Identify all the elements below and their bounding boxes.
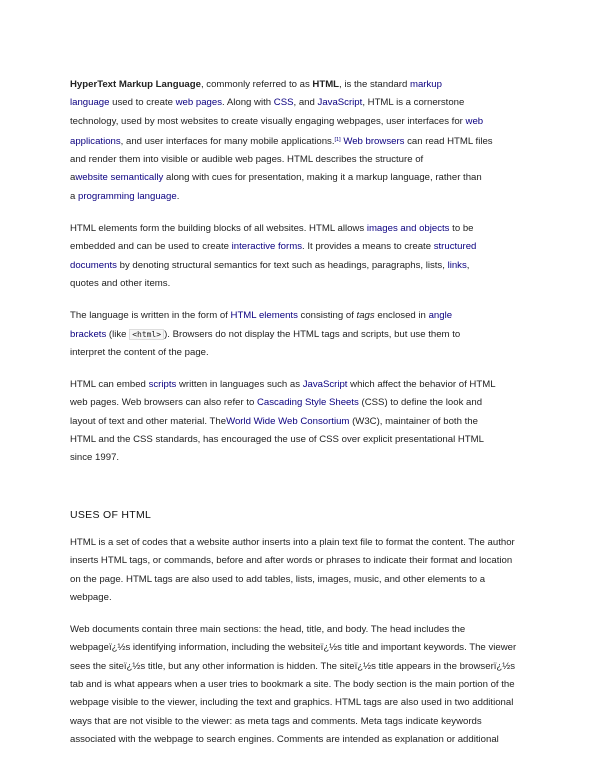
text-line [70, 413, 540, 431]
link-html-elements[interactable]: HTML elements [230, 310, 298, 322]
uses-paragraph [70, 534, 540, 607]
text: , and [293, 97, 318, 109]
text-line: ways that are not visible to the viewer: as meta tags and comments. Meta tags indicate keywords [70, 715, 482, 727]
text-line [70, 326, 540, 344]
text: The language is written in the form of [70, 310, 231, 322]
link-web-browsers[interactable]: Web browsers [343, 135, 405, 147]
text: used to create [109, 97, 176, 109]
link-applications[interactable]: applications [70, 135, 121, 147]
text: along with cues for presentation, making it a markup language, rather than [163, 172, 482, 184]
link-w3c[interactable]: World Wide Web Consortium [226, 415, 350, 427]
footnote-ref[interactable]: [1] [334, 136, 341, 143]
text-line: HTML and the CSS standards, has encouraged the use of CSS over explicit presentational HTML [70, 434, 484, 446]
scripts-paragraph [70, 376, 540, 467]
text: technology, used by most websites to create visually engaging webpages, user interfaces for [70, 115, 466, 127]
text: , and user interfaces for many mobile applications. [120, 135, 335, 147]
text-line: on the page. HTML tags are also used to add tables, lists, images, music, and other elements to a [70, 573, 486, 585]
text: enclosed in [374, 310, 429, 322]
link-markup[interactable]: markup [409, 79, 442, 90]
link-language[interactable]: language [70, 97, 110, 109]
link-semantically[interactable]: semantically [110, 172, 164, 184]
link-web-pages[interactable]: web pages [175, 97, 223, 109]
code-html-tag: <html> [129, 329, 164, 340]
link-interactive-forms[interactable]: interactive forms [231, 241, 302, 253]
text: (CSS) to define the look and [358, 397, 483, 409]
link-scripts[interactable]: scripts [148, 379, 177, 391]
text-line [70, 257, 540, 275]
text-line [70, 307, 540, 325]
link-structured[interactable]: structured [433, 241, 477, 253]
text: layout of text and other material. The [70, 415, 227, 427]
text-line: sees the siteï¿½s title, but any other information is hidden. The siteï¿½s title appears in the browserï¿½s [70, 660, 516, 672]
link-web[interactable]: web [465, 115, 484, 127]
term-html: HTML [312, 79, 340, 90]
link-website[interactable]: website [75, 172, 111, 184]
intro-paragraph [70, 76, 540, 206]
text-line [70, 169, 540, 187]
section-heading-uses-of-html: USES OF HTML [70, 508, 152, 521]
text-line [70, 394, 540, 412]
text: a [70, 172, 76, 184]
text-line [70, 220, 540, 238]
text-line [70, 238, 540, 256]
text: , HTML is a cornerstone [362, 97, 465, 109]
text: (like [106, 328, 130, 340]
text: written in languages such as [176, 379, 303, 391]
text: ). Browsers do not display the HTML tags and scripts, but use them to [164, 328, 461, 340]
text: to be [449, 223, 474, 235]
text-line: inserts HTML tags, or commands, before and after words or phrases to indicate their format and location [70, 555, 513, 567]
text: by denoting structural semantics for text such as headings, paragraphs, lists, [116, 259, 448, 271]
text-line: HTML is a set of codes that a website author inserts into a plain text file to format the content. The author [70, 536, 515, 548]
text-line: associated with the webpage to search engines. Comments are intended as explanation or additional [70, 733, 499, 745]
text-line [70, 76, 540, 94]
text-line: webpageï¿½s identifying information, including the websiteï¿½s title and important keywords. The viewer [70, 642, 517, 654]
language-paragraph [70, 307, 540, 362]
text: . [176, 190, 180, 202]
text-line: quotes and other items. [70, 277, 171, 289]
text: (W3C), maintainer of both the [349, 415, 478, 427]
text-line: webpage visible to the viewer, including the text and graphics. HTML tags are also used in two additional [70, 697, 514, 709]
text-line: and render them into visible or audible web pages. HTML describes the structure of [70, 154, 424, 166]
text-line [70, 131, 540, 151]
text: which affect the behavior of HTML [347, 379, 496, 391]
link-cascading-style-sheets[interactable]: Cascading Style Sheets [257, 397, 359, 409]
text: , [466, 259, 470, 271]
link-css[interactable]: CSS [273, 97, 294, 109]
text: . Along with [222, 97, 274, 109]
link-javascript[interactable]: JavaScript [317, 97, 363, 109]
text: consisting of [297, 310, 357, 322]
link-angle[interactable]: angle [428, 310, 453, 322]
term-hypertext-markup-language: HyperText Markup Language [70, 79, 201, 90]
text-line: since 1997. [70, 452, 120, 464]
text-line [70, 376, 540, 394]
text-line [70, 113, 540, 131]
text-line: interpret the content of the page. [70, 346, 209, 358]
link-javascript-2[interactable]: JavaScript [302, 379, 348, 391]
link-brackets[interactable]: brackets [70, 328, 107, 340]
text-line [70, 188, 540, 206]
text: HTML can embed [70, 379, 149, 391]
link-programming-language[interactable]: programming language [78, 190, 177, 202]
text-line: Web documents contain three main sections: the head, title, and body. The head includes the [70, 624, 466, 636]
text: a [70, 190, 79, 202]
text: , is the standard [339, 79, 410, 90]
text-line [70, 94, 540, 112]
link-documents[interactable]: documents [70, 259, 117, 271]
text: embedded and can be used to create [70, 241, 232, 253]
text: , commonly referred to as [200, 79, 313, 90]
term-tags: tags [356, 310, 375, 322]
elements-paragraph [70, 220, 540, 293]
text: web pages. Web browsers can also refer to [70, 397, 257, 409]
text-line: tab and is what appears when a user tries to bookmark a site. The body section is the main portion of the [70, 679, 515, 691]
document-page [70, 76, 540, 763]
link-links[interactable]: links [447, 259, 467, 271]
text: . It provides a means to create [302, 241, 434, 253]
text: HTML elements form the building blocks of all websites. HTML allows [70, 223, 367, 235]
text-line: webpage. [70, 591, 112, 603]
link-images-and-objects[interactable]: images and objects [366, 223, 450, 235]
text: can read HTML files [404, 135, 493, 147]
sections-paragraph [70, 621, 540, 749]
